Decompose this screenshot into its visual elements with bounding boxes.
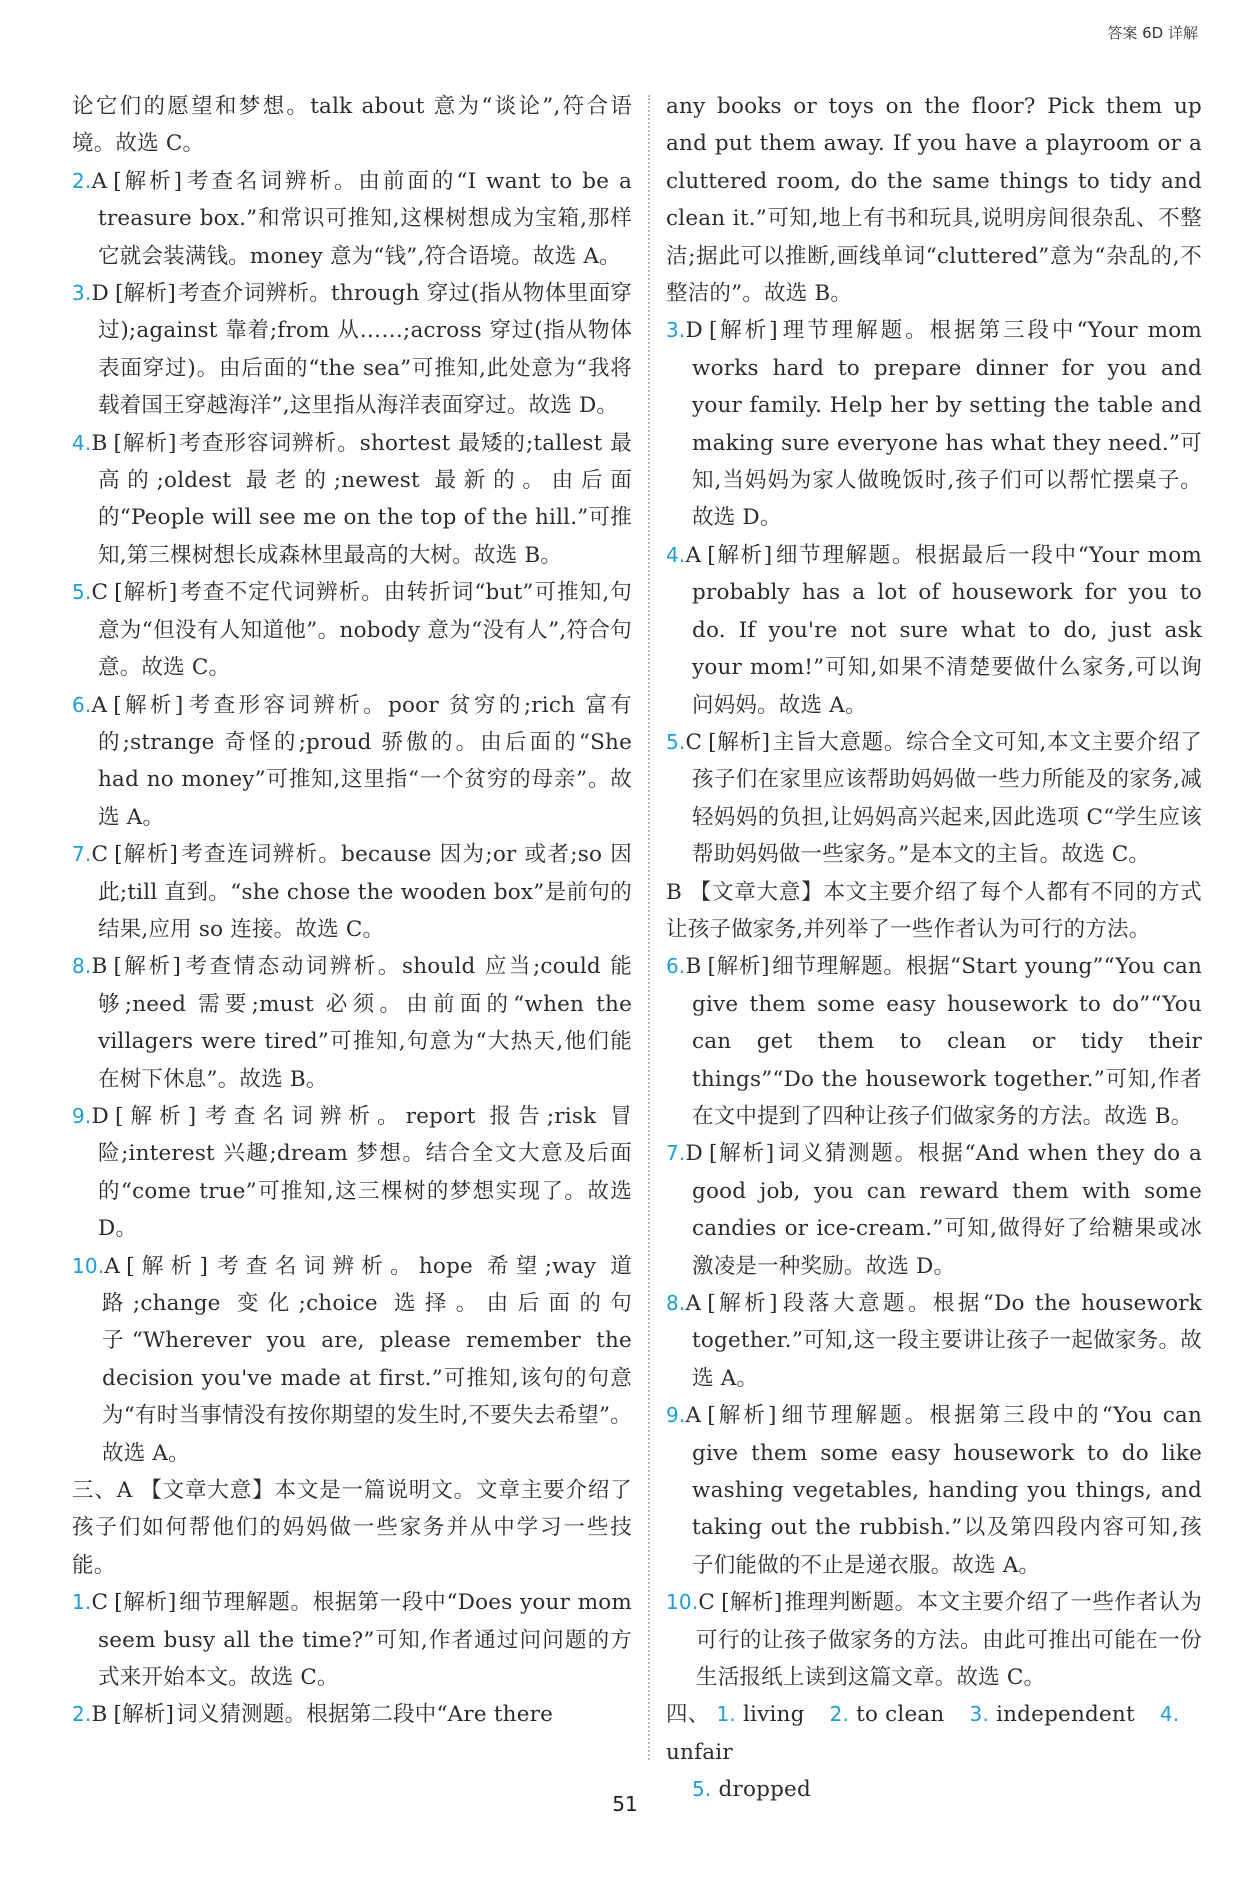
analysis-tag: [解析] [114,842,179,868]
explanation: 考查情态动词辨析。should 应当;could 能够;need 需要;must 必须。由前面的“when the villagers were tired”可推知,句意为“大热天,他们能在树下休息”。故选 B。 [98,954,632,1092]
answer-letter: B [91,430,108,456]
item-number: 8. [72,954,92,979]
answer-item [72,1584,632,1696]
item-number: 9. [72,1103,92,1128]
explanation: 段落大意题。根据“Do the housework together.”可知,这一段主要讲让孩子一起做家务。故选 A。 [692,1291,1203,1391]
answer-letter: C [91,1590,109,1616]
item-number: 4. [666,542,686,567]
word-answer: 3. independent [969,1702,1135,1728]
analysis-tag: [解析] [114,281,176,307]
explanation: 考查名词辨析。由前面的“I want to be a treasure box.”和常识可推知,这棵树想成为宝箱,那样它就会装满钱。money 意为“钱”,符合语境。故选 A。 [98,168,633,269]
analysis-tag: [解析] [114,580,178,606]
answer-item [72,425,632,575]
explanation: 考查介词辨析。through 穿过(指从物体里面穿过);against 靠着;from 从……;across 穿过(指从物体表面穿过)。由后面的“the sea”可推知,此处意为“我将载着国王穿越海洋”,这里指从海洋表面穿过。故选 D。 [98,281,633,419]
item-number: 3. [666,318,686,343]
analysis-tag: [解析] [113,430,177,456]
explanation: 词义猜测题。根据“And when they do a good job, you can reward them with some candies or ice-cream.”可知,做得好了给糖果或冰激凌是一种奖励。故选 D。 [692,1141,1202,1279]
page-number: 51 [612,1792,638,1816]
explanation: 考查连词辨析。because 因为;or 或者;so 因此;till 直到。“she chose the wooden box”是前句的结果,应用 so 连接。故选 C。 [98,842,632,942]
answer-letter: A [91,692,108,718]
answer-letter: D [685,318,703,344]
answer-item [72,275,632,425]
section-four-answers [666,1696,1202,1771]
item-number: 3. [72,281,92,306]
item-number: 7. [666,1141,686,1166]
answer-letter: A [104,1253,121,1279]
answer-letter: D [91,281,109,307]
answer-letter: A [685,542,702,568]
answer-letter: B [91,1702,108,1728]
analysis-tag: [解析] [113,692,184,718]
analysis-tag: [解析] [113,1702,175,1728]
answer-item [72,1696,632,1733]
answer-letter: C [91,842,109,868]
explanation: 细节理解题。根据第三段中的“You can give them some easy housework to do like washing vegetables, handing you things, and taking out the rubbish.”以及第四段内容可知,孩子们能做的不止是递衣服。故选 A。 [692,1403,1202,1578]
page-header: 答案 6D 详解 [1107,24,1198,42]
word-answer: 2. to clean [829,1702,945,1728]
answer-item [666,312,1202,536]
item-number: 5. [72,580,92,605]
explanation: 推理判断题。本文主要介绍了一些作者认为可行的让孩子做家务的方法。由此可推出可能在一份生活报纸上读到这篇文章。故选 C。 [696,1590,1202,1691]
item-number: 10. [72,1253,105,1278]
analysis-tag: [解析] [113,168,183,194]
answer-letter: D [91,1103,109,1129]
answer-item [666,537,1202,724]
explanation: 理节理解题。根据第三段中“Your mom works hard to prepare dinner for you and your family. Help her by setting the table and making sure everyone has what they need.”可知,当妈妈为家人做晚饭时,孩子们可以帮忙摆桌子。故选 D。 [692,318,1203,531]
analysis-tag: [解析] [707,542,773,568]
word-answer: 5. dropped [692,1777,811,1803]
answer-letter: D [685,1141,703,1167]
answer-item [72,948,632,1098]
analysis-tag: [解析] [707,954,770,980]
answer-letter: B [91,954,108,980]
answer-letter: A [685,1403,702,1429]
explanation: 考查形容词辨析。shortest 最矮的;tallest 最高的;oldest 最老的;newest 最新的。由后面的“People will see me on the top of the hill.”可推知,第三棵树想长成森林里最高的大树。故选 B。 [98,430,632,568]
answer-item [666,1135,1202,1285]
item-number: 6. [666,954,686,979]
item-number: 9. [666,1403,686,1428]
right-column [666,88,1202,1809]
analysis-tag: [解析] [114,1103,197,1129]
continued-paragraph: any books or toys on the floor? Pick them up and put them away. If you have a playroom or a cluttered room, do the same things to tidy and clean it.”可知,地上有书和玩具,说明房间很杂乱、不整洁;据此可以推断,画线单词“cluttered”意为“杂乱的,不整洁的”。故选 B。 [666,94,1202,307]
item-number: 1. [72,1590,92,1615]
analysis-tag: [解析] [708,318,778,344]
left-column [72,88,632,1734]
analysis-tag: [解析] [721,1590,783,1616]
answer-item [666,1285,1202,1397]
answer-item [666,1397,1202,1584]
word-answer: 4. unfair [666,1702,1180,1765]
item-number: 2. [72,1702,92,1727]
answer-item [72,163,632,275]
explanation: 考查名词辨析。hope 希望;way 道路;change 变化;choice 选择。由后面的句子“Wherever you are, please remember the decision you've made at first.”可推知,该句的句意为“有时当事情没有按你期望的发生时,不要失去希望”。故选 A。 [102,1253,632,1466]
analysis-tag: [解析] [707,1403,777,1429]
section-three-summary: 三、A 【文章大意】本文是一篇说明文。文章主要介绍了孩子们如何帮他们的妈妈做一些家务并从中学习一些技能。 [72,1478,632,1578]
item-number: 10. [666,1590,699,1615]
explanation: 细节理解题。根据第一段中“Does your mom seem busy all the time?”可知,作者通过问问题的方式来开始本文。故选 C。 [98,1590,633,1691]
item-number: 5. [666,729,686,754]
answer-item [666,1584,1202,1696]
explanation: 主旨大意题。综合全文可知,本文主要介绍了孩子们在家里应该帮助妈妈做一些力所能及的家务,减轻妈妈的负担,让妈妈高兴起来,因此选项 C“学生应该帮助妈妈做一些家务。”是本文的主旨。故选 C。 [692,729,1202,868]
analysis-tag: [解析] [707,1291,778,1316]
item-number: 8. [666,1291,686,1315]
explanation: 考查形容词辨析。poor 贫穷的;rich 富有的;strange 奇怪的;proud 骄傲的。由后面的“She had no money”可推知,这里指“一个贫穷的母亲”。故选 A。 [98,692,632,830]
item-number: 7. [72,842,92,867]
explanation: 考查不定代词辨析。由转折词“but”可推知,句意为“但没有人知道他”。nobody 意为“没有人”,符合句意。故选 C。 [98,580,633,681]
continued-paragraph: 论它们的愿望和梦想。talk about 意为“谈论”,符合语境。故选 C。 [72,94,632,157]
answer-letter: C [91,580,109,606]
answer-item [666,724,1202,874]
explanation: 词义猜测题。根据第二段中“Are there [176,1702,554,1728]
analysis-tag: [解析] [708,729,771,755]
item-number: 6. [72,692,92,717]
answer-item [72,836,632,948]
explanation: 细节理解题。根据最后一段中“Your mom probably has a lot of housework for you to do. If you're not sure what to do, just ask your mom!”可知,如果不清楚要做什么家务,可以询问妈妈。故选 A。 [692,542,1202,718]
answer-item [72,687,632,837]
item-number: 2. [72,168,92,193]
explanation: 细节理解题。根据“Start young”“You can give them some easy housework to do”“You can get them to clean or tidy their things”“Do the housework together.”可知,作者在文中提到了四种让孩子们做家务的方法。故选 B。 [692,954,1203,1129]
section-four-label: 四、 [666,1702,710,1728]
analysis-tag: [解析] [126,1253,209,1279]
item-number: 4. [72,430,92,455]
answer-letter: B [685,954,702,980]
answer-letter: A [91,168,108,194]
answer-item [72,1248,632,1472]
section-b-summary: B 【文章大意】本文主要介绍了每个人都有不同的方式让孩子做家务,并列举了一些作者认为可行的方法。 [666,879,1202,942]
answer-item [666,948,1202,1135]
answer-item [72,1098,632,1248]
analysis-tag: [解析] [113,954,182,980]
analysis-tag: [解析] [708,1141,775,1167]
analysis-tag: [解析] [114,1590,177,1616]
explanation: 考查名词辨析。report 报告;risk 冒险;interest 兴趣;dream 梦想。结合全文大意及后面的“come true”可推知,这三棵树的梦想实现了。故选 D。 [98,1103,632,1242]
answer-letter: C [698,1590,716,1616]
word-answer: 1. living [716,1702,805,1728]
answer-letter: C [685,729,703,755]
column-divider [648,95,650,1760]
answer-letter: A [685,1291,702,1316]
answer-item [72,574,632,686]
